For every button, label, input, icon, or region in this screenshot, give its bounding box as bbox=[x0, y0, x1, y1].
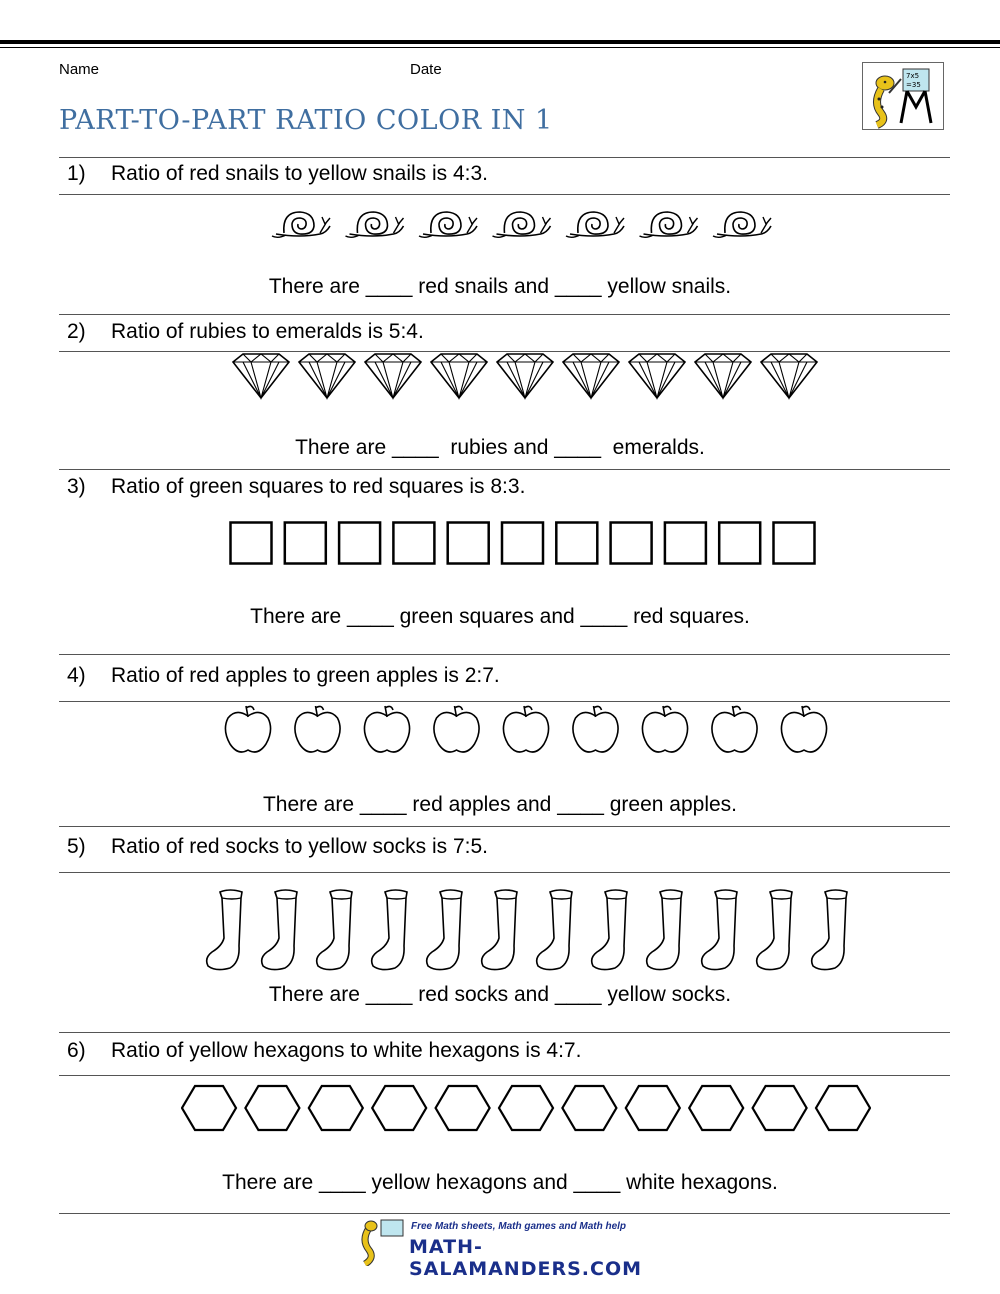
gem-picture[interactable] bbox=[761, 354, 817, 398]
hexagon-picture[interactable] bbox=[372, 1086, 426, 1130]
square-group bbox=[229, 521, 816, 565]
snail-picture[interactable] bbox=[272, 212, 330, 237]
sock-picture[interactable] bbox=[647, 890, 682, 970]
svg-text:=35: =35 bbox=[906, 81, 921, 89]
question-number: 5) bbox=[67, 835, 86, 858]
divider bbox=[59, 701, 950, 702]
gem-picture[interactable] bbox=[431, 354, 487, 398]
gem-group bbox=[231, 352, 819, 400]
gem-picture[interactable] bbox=[233, 354, 289, 398]
hexagon-picture[interactable] bbox=[689, 1086, 743, 1130]
footer-logo bbox=[355, 1218, 645, 1280]
divider bbox=[59, 1213, 950, 1214]
snail-picture[interactable] bbox=[493, 212, 551, 237]
date-label: Date bbox=[410, 61, 442, 78]
question-number: 3) bbox=[67, 475, 86, 498]
square-picture[interactable] bbox=[665, 523, 706, 564]
sock-row bbox=[204, 886, 853, 977]
square-picture[interactable] bbox=[448, 523, 489, 564]
gem-picture[interactable] bbox=[497, 354, 553, 398]
page-title: PART-TO-PART RATIO COLOR IN 1 bbox=[59, 105, 553, 136]
sock-group bbox=[204, 886, 853, 972]
snail-picture[interactable] bbox=[640, 212, 698, 237]
answer-sentence: There are ____ rubies and ____ emeralds. bbox=[295, 436, 705, 459]
hexagon-picture[interactable] bbox=[436, 1086, 490, 1130]
question-number: 1) bbox=[67, 162, 86, 185]
square-picture[interactable] bbox=[231, 523, 272, 564]
apple-picture[interactable] bbox=[225, 706, 270, 752]
footer-site-link[interactable]: MATH-SALAMANDERS.COM bbox=[409, 1236, 642, 1280]
divider bbox=[59, 826, 950, 827]
question-text: Ratio of yellow hexagons to white hexagons is 4:7. bbox=[111, 1039, 582, 1062]
square-picture[interactable] bbox=[719, 523, 760, 564]
question-number: 6) bbox=[67, 1039, 86, 1062]
hexagon-picture[interactable] bbox=[562, 1086, 616, 1130]
top-rule-thick bbox=[0, 40, 1000, 44]
answer-sentence: There are ____ red apples and ____ green apples. bbox=[262, 793, 738, 816]
square-row bbox=[229, 521, 816, 570]
hexagon-picture[interactable] bbox=[309, 1086, 363, 1130]
apple-picture[interactable] bbox=[295, 706, 340, 752]
gem-picture[interactable] bbox=[365, 354, 421, 398]
apple-picture[interactable] bbox=[712, 706, 757, 752]
salamander-logo bbox=[862, 62, 944, 130]
answer-sentence: There are ____ red socks and ____ yellow socks. bbox=[268, 983, 732, 1006]
hexagon-picture[interactable] bbox=[182, 1086, 236, 1130]
question-text: Ratio of rubies to emeralds is 5:4. bbox=[111, 320, 424, 343]
question-text: Ratio of red socks to yellow socks is 7:5. bbox=[111, 835, 488, 858]
salamander-teacher-icon bbox=[863, 63, 943, 129]
sock-picture[interactable] bbox=[812, 890, 847, 970]
question-number: 2) bbox=[67, 320, 86, 343]
divider bbox=[59, 314, 950, 315]
sock-picture[interactable] bbox=[757, 890, 792, 970]
hexagon-row bbox=[181, 1084, 871, 1137]
salamander-icon bbox=[355, 1218, 409, 1266]
sock-picture[interactable] bbox=[537, 890, 572, 970]
divider bbox=[59, 654, 950, 655]
hexagon-picture[interactable] bbox=[753, 1086, 807, 1130]
divider bbox=[59, 872, 950, 873]
divider bbox=[59, 1075, 950, 1076]
divider bbox=[59, 469, 950, 470]
square-picture[interactable] bbox=[556, 523, 597, 564]
sock-picture[interactable] bbox=[207, 890, 242, 970]
snail-picture[interactable] bbox=[419, 212, 477, 237]
hexagon-group bbox=[181, 1084, 871, 1132]
hexagon-picture[interactable] bbox=[626, 1086, 680, 1130]
square-picture[interactable] bbox=[339, 523, 380, 564]
apple-picture[interactable] bbox=[573, 706, 618, 752]
snail-group bbox=[270, 204, 773, 240]
sock-picture[interactable] bbox=[592, 890, 627, 970]
question-number: 4) bbox=[67, 664, 86, 687]
answer-sentence: There are ____ yellow hexagons and ____ white hexagons. bbox=[222, 1171, 778, 1194]
sock-picture[interactable] bbox=[427, 890, 462, 970]
gem-picture[interactable] bbox=[563, 354, 619, 398]
footer-tagline: Free Math sheets, Math games and Math help bbox=[411, 1221, 627, 1232]
square-picture[interactable] bbox=[285, 523, 326, 564]
apple-row bbox=[222, 704, 830, 761]
sock-picture[interactable] bbox=[482, 890, 517, 970]
gem-picture[interactable] bbox=[695, 354, 751, 398]
divider bbox=[59, 157, 950, 158]
square-picture[interactable] bbox=[774, 523, 815, 564]
question-text: Ratio of green squares to red squares is 8:3. bbox=[111, 475, 526, 498]
square-picture[interactable] bbox=[502, 523, 543, 564]
apple-picture[interactable] bbox=[503, 706, 548, 752]
question-text: Ratio of red snails to yellow snails is 4:3. bbox=[111, 162, 489, 185]
square-picture[interactable] bbox=[611, 523, 652, 564]
gem-row bbox=[231, 352, 819, 405]
snail-picture[interactable] bbox=[346, 212, 404, 237]
hexagon-picture[interactable] bbox=[816, 1086, 870, 1130]
square-picture[interactable] bbox=[393, 523, 434, 564]
question-text: Ratio of red apples to green apples is 2:7. bbox=[111, 664, 500, 687]
gem-picture[interactable] bbox=[299, 354, 355, 398]
sock-picture[interactable] bbox=[317, 890, 352, 970]
apple-picture[interactable] bbox=[434, 706, 479, 752]
sock-picture[interactable] bbox=[702, 890, 737, 970]
divider bbox=[59, 194, 950, 195]
answer-sentence: There are ____ green squares and ____ red squares. bbox=[250, 605, 750, 628]
name-label: Name bbox=[59, 61, 100, 78]
hexagon-picture[interactable] bbox=[245, 1086, 299, 1130]
apple-picture[interactable] bbox=[364, 706, 409, 752]
hexagon-picture[interactable] bbox=[499, 1086, 553, 1130]
snail-picture[interactable] bbox=[566, 212, 624, 237]
svg-text:7x5: 7x5 bbox=[906, 72, 920, 80]
sock-picture[interactable] bbox=[262, 890, 297, 970]
top-rule-thin bbox=[0, 47, 1000, 48]
answer-sentence: There are ____ red snails and ____ yellow snails. bbox=[268, 275, 732, 298]
snail-picture[interactable] bbox=[713, 212, 771, 237]
snail-row bbox=[270, 204, 773, 245]
gem-picture[interactable] bbox=[629, 354, 685, 398]
apple-group bbox=[222, 704, 830, 756]
divider bbox=[59, 1032, 950, 1033]
apple-picture[interactable] bbox=[642, 706, 687, 752]
sock-picture[interactable] bbox=[372, 890, 407, 970]
apple-picture[interactable] bbox=[781, 706, 826, 752]
